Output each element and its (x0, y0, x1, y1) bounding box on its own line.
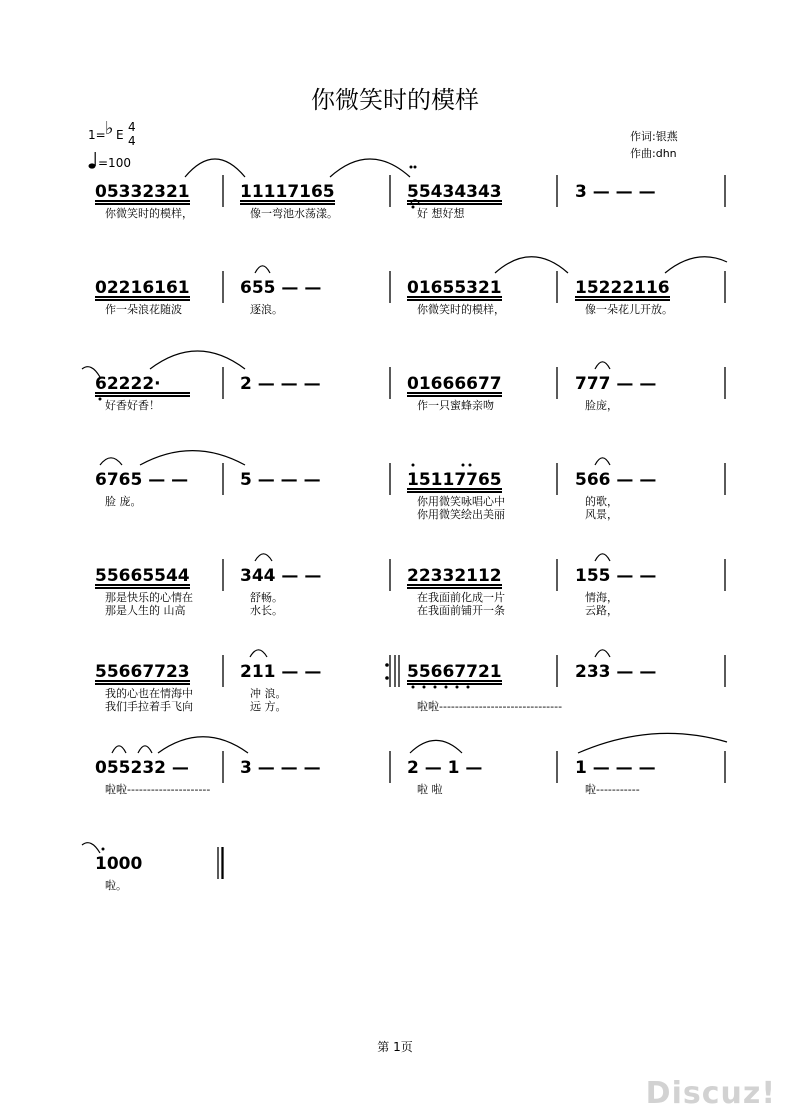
song-title: 你微笑时的模样 (311, 86, 479, 114)
tie-slur (495, 257, 568, 273)
lyric-line: 云路， (585, 604, 618, 617)
lyric-line: 舒畅。 (250, 591, 283, 604)
octave-dot (412, 206, 415, 209)
octave-dot (434, 686, 437, 689)
lyric-line: 啦 啦 (417, 783, 443, 796)
repeat-dot (385, 676, 389, 680)
lyric-line: 远 方。 (250, 700, 287, 713)
octave-dot (456, 686, 459, 689)
measure-notes: 15222116 (575, 278, 670, 298)
tie-slur (665, 257, 727, 273)
octave-dot (423, 686, 426, 689)
measure-notes: 2 — 1 — (407, 758, 483, 778)
measure-notes: 3 — — — (240, 758, 321, 778)
measure-notes: 055232 — (95, 758, 189, 778)
measure-notes: 6765 — — (95, 470, 189, 490)
octave-dot (467, 686, 470, 689)
lyric-line: 那是快乐的心情在 (105, 591, 193, 604)
measure-notes: 01655321 (407, 278, 502, 298)
lyric-line: 你微笑时的模样， (417, 303, 505, 316)
tie-slur (595, 362, 610, 369)
tie-slur (595, 650, 610, 657)
time-top: 4 (128, 120, 136, 134)
lyric-line: 你用微笑咏唱心中 (417, 495, 505, 508)
measure-notes: 1000 (95, 854, 143, 874)
measure-notes: 211 — — (240, 662, 322, 682)
lyric-line: 冲 浪。 (250, 687, 287, 700)
lyric-line: 水长。 (250, 604, 283, 617)
tie-slur (138, 746, 152, 753)
repeat-dot (385, 663, 389, 667)
measure-notes: 777 — — (575, 374, 657, 394)
lyric-line: 像一朵花儿开放。 (585, 303, 673, 316)
measure-notes: 22332112 (407, 566, 502, 586)
lyric-line: 逐浪。 (250, 303, 283, 316)
time-bottom: 4 (128, 134, 136, 148)
octave-dot (412, 686, 415, 689)
measure-notes: 05332321 (95, 182, 190, 202)
lyric-line: 啦啦--------------------- (105, 783, 211, 796)
watermark: Discuz! (645, 1076, 776, 1111)
measure-notes: 3 — — — (575, 182, 656, 202)
composer: 作曲:dhn (630, 147, 677, 160)
lyric-line: 作一朵浪花随波 (105, 303, 182, 316)
measure-notes: 5 — — — (240, 470, 321, 490)
measure-notes: 55667723 (95, 662, 190, 682)
octave-dot (410, 166, 413, 169)
measure-notes: 15117765 (407, 470, 502, 490)
octave-dot (445, 686, 448, 689)
tie-slur (595, 554, 610, 561)
measure-notes: 655 — — (240, 278, 322, 298)
measure-notes: 55667721 (407, 662, 502, 682)
lyric-line: 作一只蜜蜂亲吻 (417, 399, 494, 412)
page-number: 第 1页 (377, 1040, 413, 1054)
lyric-line: 啦啦------------------------------- (417, 700, 563, 713)
tie-slur (250, 650, 267, 657)
measure-notes: 02216161 (95, 278, 190, 298)
lyric-line: 啦----------- (585, 783, 640, 796)
lyric-line: 好 想好想 (417, 207, 465, 220)
measure-notes: 566 — — (575, 470, 657, 490)
tie-slur (100, 458, 122, 465)
flat-icon: ♭ (105, 118, 114, 139)
tie-slur (578, 733, 727, 753)
lyric-line: 脸 庞。 (105, 495, 142, 508)
octave-dot (462, 464, 465, 467)
lyric-line: 你微笑时的模样， (105, 207, 193, 220)
lyric-line: 好香好香！ (105, 399, 160, 412)
measure-notes: 344 — — (240, 566, 322, 586)
measure-notes: 62222· (95, 374, 161, 394)
tie-slur (595, 458, 610, 465)
octave-dot (412, 464, 415, 467)
tie-slur (255, 266, 270, 273)
lyric-line: 像一弯池水荡漾。 (250, 207, 338, 220)
lyric-line: 那是人生的 山高 (105, 604, 186, 617)
measure-notes: 2 — — — (240, 374, 321, 394)
tie-slur (140, 451, 245, 465)
lyric-line: 我们手拉着手飞向 (105, 700, 193, 713)
tie-slur (330, 159, 410, 177)
measure-notes: 155 — — (575, 566, 657, 586)
measure-notes: 233 — — (575, 662, 657, 682)
octave-dot (414, 166, 417, 169)
key-prefix: 1= (88, 128, 106, 142)
lyric-line: 在我面前铺开一条 (417, 604, 505, 617)
tie-slur (150, 351, 245, 369)
tie-slur (410, 740, 462, 753)
lyric-line: 你用微笑绘出美丽 (417, 508, 505, 521)
tie-slur (82, 843, 100, 853)
lyric-line: 的歌， (585, 495, 618, 508)
octave-dot (99, 398, 102, 401)
measure-notes: 1 — — — (575, 758, 656, 778)
lyric-line: 风景， (585, 508, 618, 521)
tempo-value: =100 (98, 156, 131, 170)
lyric-line: 我的心也在情海中 (105, 687, 193, 700)
tie-slur (112, 746, 126, 753)
lyric-line: 在我面前化成一片 (417, 591, 505, 604)
measure-notes: 11117165 (240, 182, 335, 202)
tie-slur (255, 554, 272, 561)
lyric-line: 情海， (585, 591, 618, 604)
tie-slur (158, 737, 248, 753)
key-note: E (116, 128, 124, 142)
measure-notes: 55665544 (95, 566, 190, 586)
octave-dot (469, 464, 472, 467)
lyricist: 作词:银燕 (630, 130, 678, 143)
tie-slur (185, 159, 245, 177)
lyric-line: 脸庞， (585, 399, 618, 412)
lyric-line: 啦。 (105, 879, 127, 892)
measure-notes: 55434343 (407, 182, 502, 202)
measure-notes: 01666677 (407, 374, 502, 394)
octave-dot (102, 848, 105, 851)
